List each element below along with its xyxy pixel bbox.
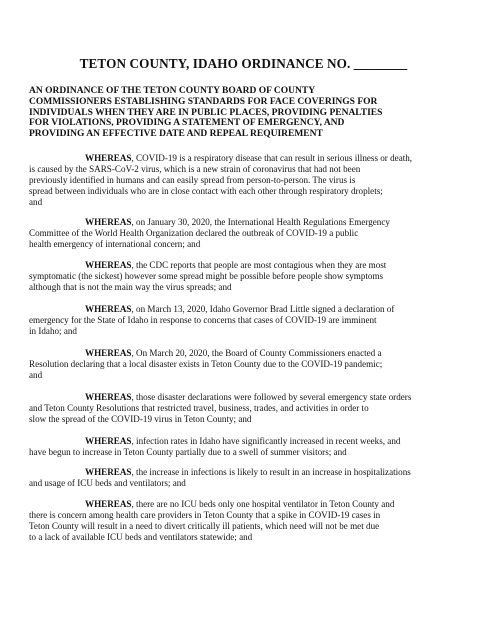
whereas-paragraph [29,348,474,381]
paragraph-line: to a lack of available ICU beds and ventilators statewide; and [29,531,253,542]
paragraph-text: , there are no ICU beds only one hospital ventilator in Teton County and [131,499,395,509]
paragraph-line: and usage of ICU beds and ventilators; and [29,477,186,488]
whereas-label: WHEREAS [85,499,132,509]
paragraph-line: have begun to increase in Teton County partially due to a swell of summer visitors; and [29,446,347,457]
paragraph-text: , the CDC reports that people are most contagious when they are most [131,260,387,270]
paragraph-line: Resolution declaring that a local disaster exists in Teton County due to the COVID-19 pandemic; [29,358,383,369]
paragraph-line: previously identified in humans and can easily spread from person-to-person. The virus is [29,174,356,185]
whereas-label: WHEREAS [85,436,132,446]
paragraph-text: , on January 30, 2020, the International Health Regulations Emergency [131,217,390,227]
whereas-label: WHEREAS [85,304,132,314]
paragraph-line: and [29,196,43,207]
whereas-paragraph [29,436,474,458]
paragraph-line: spread between individuals who are in close contact with each other through respiratory droplets; [29,185,383,196]
paragraph-line: Teton County will result in a need to divert critically ill patients, which need will not be met due [29,520,380,531]
whereas-label: WHEREAS [85,392,132,402]
paragraph-line: although that is not the main way the virus spreads; and [29,281,232,292]
paragraph-line: emergency for the State of Idaho in response to concerns that cases of COVID-19 are imminent [29,314,377,325]
whereas-paragraph [29,304,474,337]
paragraph-line: and Teton County Resolutions that restricted travel, business, trades, and activities in order to [29,402,369,413]
paragraph-line: there is concern among health care providers in Teton County that a spike in COVID-19 cases in [29,509,381,520]
paragraph-line: is caused by the SARS-CoV-2 virus, which is a new strain of coronavirus that had not been [29,163,361,174]
heading-line: COMMISSIONERS ESTABLISHING STANDARDS FOR FACE COVERINGS FOR [29,96,378,107]
whereas-label: WHEREAS [85,153,132,163]
paragraph-line: in Idaho; and [29,325,77,336]
ordinance-heading [29,86,469,140]
whereas-paragraph [29,392,474,425]
paragraph-line: and [29,369,43,380]
whereas-paragraph [29,217,474,250]
whereas-paragraph [29,499,474,543]
paragraph-line: slow the spread of the COVID-19 virus in Teton County; and [29,413,252,424]
whereas-label: WHEREAS [85,217,132,227]
whereas-label: WHEREAS [85,348,132,358]
heading-line: INDIVIDUALS WHEN THEY ARE IN PUBLIC PLACES, PROVIDING PENALTIES [29,107,383,118]
paragraph-text: , On March 20, 2020, the Board of County Commissioners enacted a [131,348,382,358]
paragraph-line: symptomatic (the sickest) however some spread might be possible before people show symptoms [29,270,384,281]
whereas-paragraph [29,467,474,489]
heading-line: FOR VIOLATIONS, PROVIDING A STATEMENT OF EMERGENCY, AND [29,118,345,129]
paragraph-text: , on March 13, 2020, Idaho Governor Brad Little signed a declaration of [131,304,395,314]
paragraph-text: , infection rates in Idaho have significantly increased in recent weeks, and [131,436,401,446]
paragraph-line: Committee of the World Health Organization declared the outbreak of COVID-19 a public [29,227,359,238]
whereas-paragraph [29,153,474,208]
paragraph-text: , the increase in infections is likely to result in an increase in hospitalizations [131,467,411,477]
whereas-label: WHEREAS [85,260,132,270]
heading-line: AN ORDINANCE OF THE TETON COUNTY BOARD OF COUNTY [29,86,316,96]
whereas-paragraph [29,260,474,293]
whereas-label: WHEREAS [85,467,132,477]
paragraph-line: health emergency of international concern; and [29,238,201,249]
paragraph-text: , those disaster declarations were followed by several emergency state orders [131,392,412,402]
paragraph-text: , COVID-19 is a respiratory disease that can result in serious illness or death, [131,153,413,163]
ordinance-title: TETON COUNTY, IDAHO ORDINANCE NO. ________ [79,56,408,71]
heading-line: PROVIDING AN EFFECTIVE DATE AND REPEAL REQUIREMENT [29,129,323,140]
